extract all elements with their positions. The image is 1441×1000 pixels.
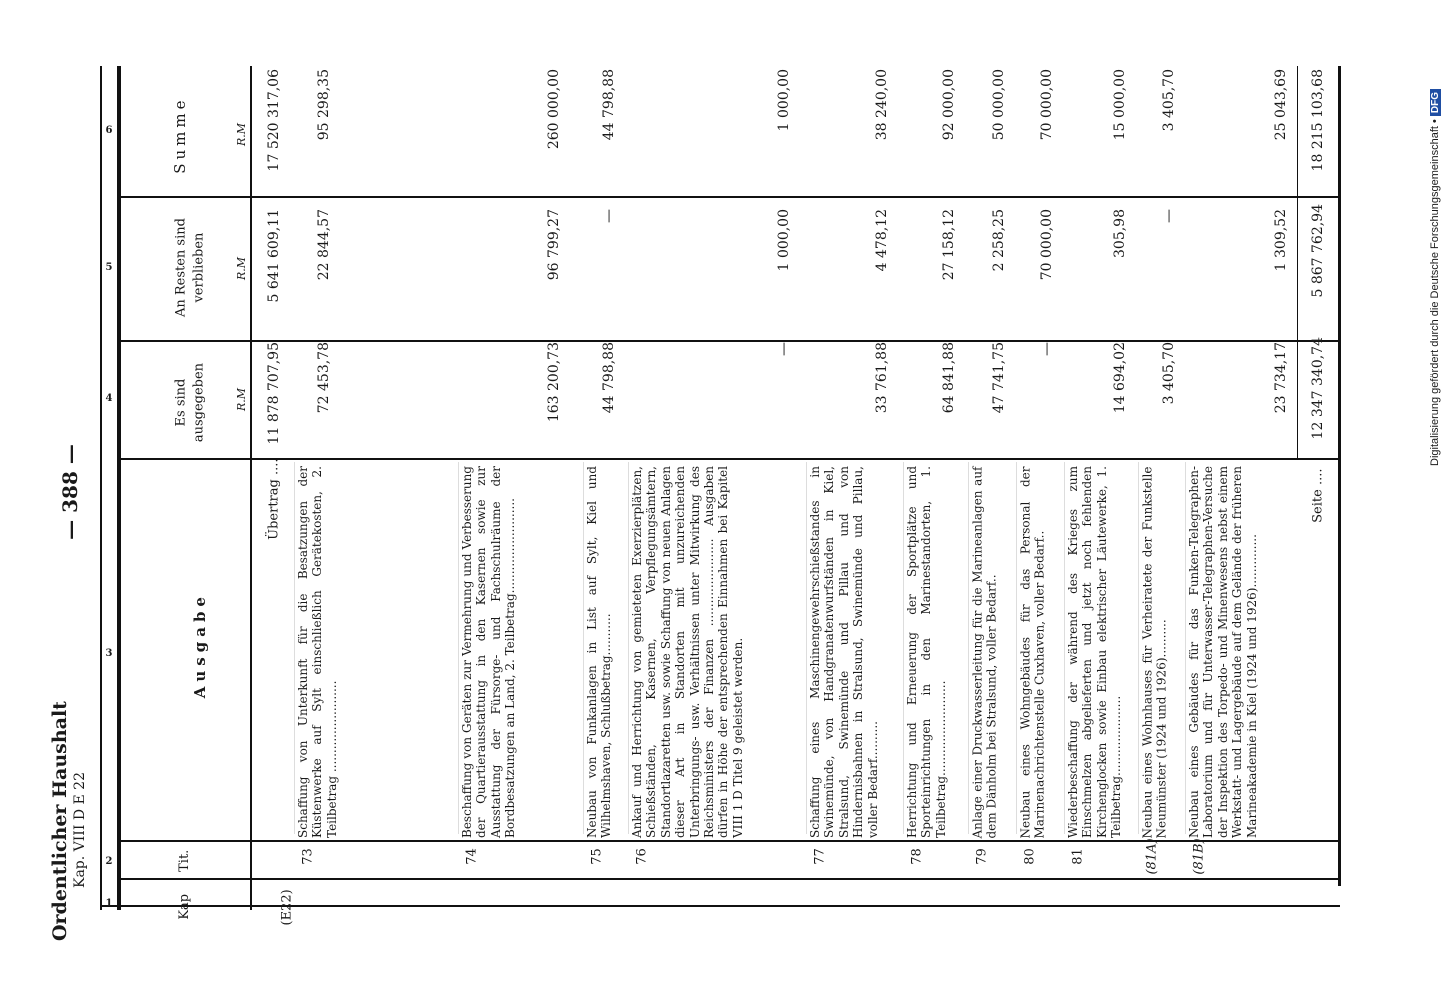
dfg-note-text: Digitalisierung gefördert durch die Deutsche Forschungsgemeinschaft • <box>1429 119 1441 466</box>
row-c5: 2 258,25 <box>991 209 1007 272</box>
row-description: Neubau eines Wohngebäudes für das Personal der Marinenachrichtenstelle Cuxhaven, voller Bedarf.. <box>1018 466 1047 838</box>
row-separator <box>1016 462 1017 834</box>
row-description: Neubau eines Wohnhauses für Verheiratete der Funkstelle Neumünster (1924 und 1926).......... <box>1140 466 1169 838</box>
hdr-ausgegeben: Es sind ausgegeben <box>173 362 206 443</box>
row-c5: 70 000,00 <box>1039 209 1055 281</box>
row-c4: 3 405,70 <box>1161 342 1177 405</box>
colnum-rule <box>100 66 102 910</box>
sep-col6-col5 <box>117 196 1340 198</box>
hdr-tit: Tit. <box>177 849 193 872</box>
colnum-6: 6 <box>105 125 113 136</box>
uebertrag-c4: 11 878 707,95 <box>266 342 282 445</box>
sep-col4-col3 <box>117 458 1340 460</box>
colnum-3: 3 <box>105 648 113 659</box>
row-c5: 4 478,12 <box>874 209 890 272</box>
row-c6: 38 240,00 <box>874 69 890 141</box>
seite-c4: 12 347 340,74 <box>1310 337 1326 440</box>
row-description: Schaffung eines Maschinengewehrschießstandes in Swinemünde, von Handgranatenwurfständen in Kiel, Stralsund, Swinemünde und Pillau und von Hindernisbahnen in Stralsund, Swinemünde und Pillau, voller Bedarf.......... <box>808 466 880 838</box>
dfg-note <box>1429 26 1441 466</box>
row-separator <box>1064 462 1065 834</box>
row-c6: 70 000,00 <box>1039 69 1055 141</box>
sep-col5-col4 <box>117 340 1340 342</box>
row-c5: — <box>601 209 617 223</box>
colnum-4: 4 <box>105 393 113 404</box>
row-separator <box>458 462 459 834</box>
hdr-summe: Summe <box>170 96 189 174</box>
row-c4: 72 453,78 <box>316 342 332 414</box>
colnum-5: 5 <box>105 262 113 273</box>
seite-rule <box>1297 66 1298 458</box>
colnum-1: 1 <box>105 898 113 909</box>
hdr-ausgabe: Ausgabe <box>190 592 209 699</box>
row-description: Neubau eines Gebäudes für das Funken-Telegraphen-Laboratorium und für Unterwasser-Telegraphen-Versuche der Inspektion des Torpedo- und Minenwesens nebst einem Werkstatt- und Lagergebäude auf dem Gelände der früheren Marineakademie in Kiel (1924 und 1926).............. <box>1187 466 1259 838</box>
hdr-reste: An Resten sind verblieben <box>173 218 206 318</box>
row-tit: 77 <box>812 848 828 865</box>
row-c6: 44 798,88 <box>601 69 617 141</box>
row-tit: 73 <box>300 848 316 865</box>
row-c6: 50 000,00 <box>991 69 1007 141</box>
row-tit: (81B) <box>1191 838 1207 875</box>
row-c4: — <box>776 342 792 356</box>
row-c4: 14 694,02 <box>1112 342 1128 414</box>
seite-c5: 5 867 762,94 <box>1310 204 1326 298</box>
row-c6: 92 000,00 <box>941 69 957 141</box>
row-separator <box>1138 462 1139 834</box>
unit-c5: R.M <box>235 256 249 281</box>
row-c4: 47 741,75 <box>991 342 1007 414</box>
row-tit: 78 <box>909 848 925 865</box>
row-c4: 23 734,17 <box>1273 342 1289 414</box>
row-separator <box>1185 462 1186 834</box>
row-tit: (81A) <box>1144 838 1160 875</box>
row-tit: 79 <box>974 848 990 865</box>
row-separator <box>628 462 629 834</box>
page-subtitle-rot: Kap. VIII D E 22 <box>72 772 88 888</box>
row-c6: 3 405,70 <box>1161 69 1177 132</box>
row-tit: 80 <box>1022 848 1038 865</box>
row-description: Ankauf und Herrichtung von gemieteten Exerzierplätzen, Schießständen, Kasernen, Verpflegungsämtern, Standortlazaretten usw. sowie Schaffung von neuen Anlagen dieser Art in Standorten mit unzureichenden Unterbringungs- usw. Verhältnissen unter Mitwirkung des Reichsministers der Finanzen ....................... Ausgaben dürfen in Höhe der entsprechenden Einnahmen bei Kapitel VIII 1 D Titel 9 geleistet werden. <box>630 466 745 838</box>
row-c4: 163 200,73 <box>546 342 562 423</box>
seite-c6: 18 215 103,68 <box>1310 69 1326 172</box>
row-separator <box>903 462 904 834</box>
row-description: Neubau von Funkanlagen in List auf Sylt, Kiel und Wilhelmshaven, Schlußbetrag........... <box>585 466 614 838</box>
kap-value: (E22) <box>279 889 295 926</box>
dfg-badge: DFG <box>1430 89 1441 116</box>
row-tit: 81 <box>1070 848 1086 865</box>
row-c6: 15 000,00 <box>1112 69 1128 141</box>
row-c5: — <box>1161 209 1177 223</box>
header-base-rule <box>250 66 252 910</box>
uebertrag-label: Übertrag .... <box>266 458 282 540</box>
uebertrag-c5: 5 641 609,11 <box>266 209 282 303</box>
row-c4: — <box>1039 342 1055 356</box>
table-top-rule <box>117 66 121 910</box>
row-c5: 1 000,00 <box>776 209 792 272</box>
row-c6: 25 043,69 <box>1273 69 1289 141</box>
row-separator <box>968 462 969 834</box>
unit-c4: R.M <box>235 387 249 412</box>
unit-c6: R.M <box>235 122 249 147</box>
header-title-block <box>20 700 140 940</box>
row-separator <box>294 462 295 834</box>
row-c5: 27 158,12 <box>941 209 957 281</box>
row-c6: 95 298,35 <box>316 69 332 141</box>
table-bottom-rule <box>1338 66 1341 886</box>
row-c5: 1 309,52 <box>1273 209 1289 272</box>
row-c5: 22 844,57 <box>316 209 332 281</box>
uebertrag-c6: 17 520 317,06 <box>266 69 282 172</box>
row-description: Herrichtung und Erneuerung der Sportplätze und Sporteinrichtungen in den Marinestandorten, 1. Teilbetrag......................... <box>905 466 948 838</box>
seite-label: Seite .... <box>1310 468 1326 523</box>
page-title-rot: Ordentlicher Haushalt <box>49 701 71 941</box>
row-description: Wiederbeschaffung der während des Krieges zum Einschmelzen abgelieferten und jetzt noch fehlenden Kirchenglocken sowie Einbau elektrischer Läutewerke, 1. Teilbetrag..................... <box>1066 466 1124 838</box>
row-separator <box>583 462 584 834</box>
page-number-rot: — 388 — <box>58 444 82 540</box>
row-c4: 64 841,88 <box>941 342 957 414</box>
row-tit: 75 <box>589 848 605 865</box>
row-c6: 260 000,00 <box>546 69 562 150</box>
row-c6: 1 000,00 <box>776 69 792 132</box>
row-tit: 76 <box>634 848 650 865</box>
row-c5: 96 799,27 <box>546 209 562 281</box>
row-c5: 305,98 <box>1112 209 1128 258</box>
hdr-kap: Kap <box>177 893 193 920</box>
colnum-2: 2 <box>105 856 113 867</box>
row-description: Beschaffung von Geräten zur Vermehrung und Verbesserung der Quartierausstattung in den Kasernen sowie zur Ausstattung der Fürsorge- und Fachschulräume der Bordbesatzungen an Land, 2. Teilbetrag......................... <box>460 466 518 838</box>
row-description: Anlage einer Druckwasserleitung für die Marineanlagen auf dem Dänholm bei Stralsund, voller Bedarf.. <box>970 466 999 838</box>
row-separator <box>806 462 807 834</box>
row-c4: 44 798,88 <box>601 342 617 414</box>
row-description: Schaffung von Unterkunft für die Besatzungen der Küstenwerke auf Sylt einschließlich Gerätekosten, 2. Teilbetrag ........................ <box>296 466 339 838</box>
row-tit: 74 <box>464 848 480 865</box>
row-c4: 33 761,88 <box>874 342 890 414</box>
